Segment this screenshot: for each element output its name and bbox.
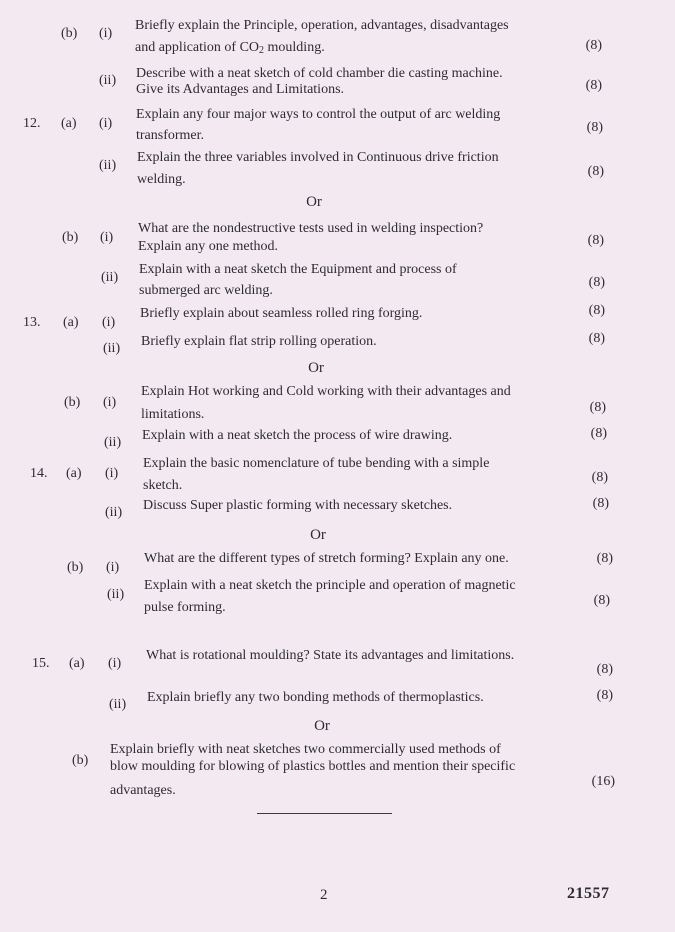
sub-label: (ii) — [107, 587, 125, 602]
sub-label: (i) — [103, 395, 117, 410]
question-line: Explain any four major ways to control the output of arc welding — [136, 107, 501, 122]
question-number: 15. — [32, 656, 50, 671]
sub-label: (ii) — [99, 158, 117, 173]
part-label: (b) — [67, 560, 84, 575]
or-separator: Or — [308, 360, 324, 376]
marks: (8) — [592, 496, 609, 511]
question-line: Describe with a neat sketch of cold chamber die casting machine. — [136, 66, 503, 81]
question-line: Give its Advantages and Limitations. — [136, 82, 345, 97]
question-line: advantages. — [110, 783, 176, 798]
question-line: Discuss Super plastic forming with necessary sketches. — [143, 498, 453, 513]
sub-label: (ii) — [101, 270, 119, 285]
marks: (8) — [593, 593, 610, 608]
question-line: Briefly explain about seamless rolled ring forging. — [140, 306, 423, 321]
marks: (8) — [591, 470, 608, 485]
sub-label: (ii) — [105, 505, 123, 520]
question-line: Explain any one method. — [138, 239, 278, 254]
sub-label: (i) — [99, 26, 113, 41]
question-line: Explain briefly any two bonding methods of thermoplastics. — [147, 690, 484, 705]
sub-label: (i) — [105, 466, 119, 481]
sub-label: (ii) — [99, 73, 117, 88]
part-label: (b) — [61, 26, 78, 41]
part-label: (a) — [63, 315, 79, 330]
page-number: 2 — [320, 887, 328, 903]
part-label: (a) — [69, 656, 85, 671]
part-label: (a) — [61, 116, 77, 131]
part-label: (a) — [66, 466, 82, 481]
marks: (8) — [588, 275, 605, 290]
question-line: Explain the three variables involved in Continuous drive friction — [137, 150, 499, 165]
part-label: (b) — [72, 753, 89, 768]
sub-label: (i) — [99, 116, 113, 131]
question-number: 14. — [30, 466, 48, 481]
sub-label: (i) — [108, 656, 122, 671]
marks: (8) — [586, 120, 603, 135]
question-line: submerged arc welding. — [139, 283, 273, 298]
question-line: transformer. — [136, 128, 205, 143]
sub-label: (i) — [102, 315, 116, 330]
question-line: Briefly explain the Principle, operation, advantages, disadvantages — [135, 18, 509, 33]
question-line: Explain with a neat sketch the Equipment and process of — [139, 262, 457, 277]
or-separator: Or — [306, 194, 322, 210]
sub-label: (ii) — [109, 697, 127, 712]
question-line: Explain Hot working and Cold working with their advantages and — [141, 384, 511, 399]
question-line: Explain briefly with neat sketches two commercially used methods of — [110, 742, 501, 757]
marks: (8) — [588, 331, 605, 346]
question-line: blow moulding for blowing of plastics bottles and mention their specific — [110, 759, 516, 774]
sub-label: (i) — [106, 560, 120, 575]
end-rule — [257, 813, 392, 814]
sub-label: (ii) — [104, 435, 122, 450]
marks: (8) — [585, 38, 602, 53]
question-line: sketch. — [143, 478, 183, 493]
question-line: and application of $CO_2$ moulding. — [135, 40, 325, 56]
question-line: What are the nondestructive tests used in welding inspection? — [138, 221, 484, 236]
question-line: Explain the basic nomenclature of tube bending with a simple — [143, 456, 490, 471]
marks: (8) — [585, 78, 602, 93]
question-line: Explain with a neat sketch the process of wire drawing. — [142, 428, 453, 443]
part-label: (b) — [64, 395, 81, 410]
sub-label: (ii) — [103, 341, 121, 356]
exam-code: 21557 — [567, 885, 610, 902]
question-line: Explain with a neat sketch the principle and operation of magnetic — [144, 578, 516, 593]
or-separator: Or — [310, 527, 326, 543]
question-line: limitations. — [141, 407, 205, 422]
question-line: pulse forming. — [144, 600, 226, 615]
marks: (8) — [596, 551, 613, 566]
question-number: 12. — [23, 116, 41, 131]
marks: (8) — [587, 233, 604, 248]
marks: (8) — [589, 400, 606, 415]
marks: (8) — [588, 303, 605, 318]
question-line: Briefly explain flat strip rolling operation. — [141, 334, 377, 349]
part-label: (b) — [62, 230, 79, 245]
marks: (8) — [596, 688, 613, 703]
or-separator: Or — [314, 718, 330, 734]
question-line: welding. — [137, 172, 186, 187]
sub-label: (i) — [100, 230, 114, 245]
question-line: What is rotational moulding? State its advantages and limitations. — [146, 648, 515, 663]
marks: (8) — [596, 662, 613, 677]
marks: (16) — [591, 774, 615, 789]
question-number: 13. — [23, 315, 41, 330]
marks: (8) — [590, 426, 607, 441]
marks: (8) — [587, 164, 604, 179]
question-line: What are the different types of stretch forming? Explain any one. — [144, 551, 509, 566]
